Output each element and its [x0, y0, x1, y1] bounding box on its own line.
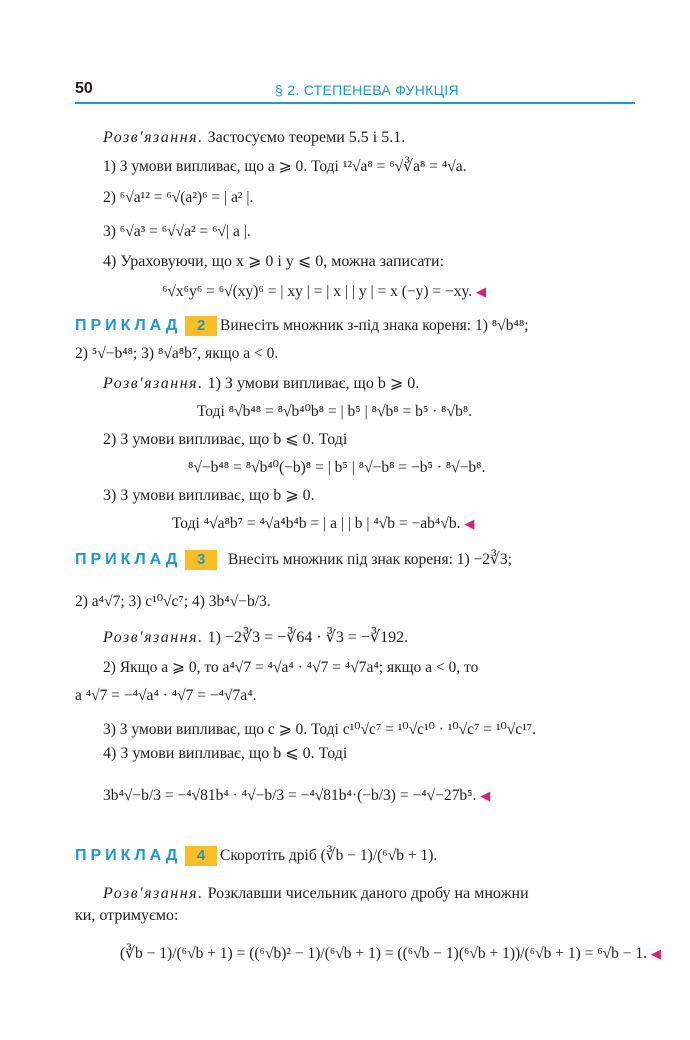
- solution-3-step-4: 4) З умови випливає, що b ⩽ 0. Тоді: [103, 745, 348, 762]
- solution-3-step-2-cont: a ⁴√7 = −⁴√a⁴ · ⁴√7 = −⁴√7a⁴.: [75, 687, 257, 704]
- page-header: [75, 80, 635, 104]
- solution-2-intro: Розв'язання. 1) З умови випливає, що b ⩾ 0.: [103, 375, 420, 392]
- header-divider: [75, 102, 635, 104]
- example-3-badge: ПРИКЛАД 3: [75, 550, 217, 570]
- solution-2-step-2: 2) З умови випливає, що b ⩽ 0. Тоді: [103, 431, 348, 448]
- solution-4-intro: Розв'язання. Розклавши чисельник даного дробу на множни: [103, 885, 529, 902]
- triangle-left-icon: ◀: [480, 788, 491, 803]
- solution-1-step-2: 2) ⁶√a¹² = ⁶√(a²)⁶ = | a² |.: [103, 189, 254, 206]
- solution-1-formula: ⁶√x⁶y⁶ = ⁶√(xy)⁶ = | xy | = | x | | y | = x (−y) = −xy. ◀: [162, 283, 486, 300]
- solution-1-step-4: 4) Ураховуючи, що x ⩾ 0 і y ⩽ 0, можна записати:: [103, 253, 445, 270]
- solution-2-formula-2: ⁸√−b⁴⁸ = ⁸√b⁴⁰(−b)⁸ = | b⁵ | ⁸√−b⁸ = −b⁵ · ⁸√−b⁸.: [188, 459, 486, 476]
- triangle-left-icon: ◀: [475, 284, 486, 299]
- solution-2-step-3: 3) З умови випливає, що b ⩾ 0.: [103, 487, 315, 504]
- page-number: 50: [75, 80, 93, 97]
- solution-4-intro-cont: ки, отримуємо:: [75, 907, 179, 924]
- solution-1-intro: Розв'язання. Застосуємо теореми 5.5 і 5.1.: [103, 129, 406, 146]
- triangle-left-icon: ◀: [464, 516, 475, 531]
- solution-3-step-1: Розв'язання. 1) −2∛3 = −∛64 · ∛3 = −∛192.: [103, 629, 409, 646]
- example-4-badge: ПРИКЛАД 4: [75, 846, 217, 866]
- solution-3-step-2: 2) Якщо a ⩾ 0, то a⁴√7 = ⁴√a⁴ · ⁴√7 = ⁴√7a⁴; якщо a < 0, то: [103, 659, 479, 676]
- triangle-left-icon: ◀: [650, 946, 661, 961]
- example-2-badge: ПРИКЛАД 2: [75, 316, 217, 336]
- solution-3-formula: 3b⁴√−b/3 = −⁴√81b⁴ · ⁴√−b/3 = −⁴√81b⁴·(−b/3) = −⁴√−27b⁵. ◀: [103, 787, 491, 804]
- solution-2-formula-3: Тоді ⁴√a⁸b⁷ = ⁴√a⁴b⁴b = | a | | b | ⁴√b = −ab⁴√b. ◀: [172, 515, 475, 532]
- solution-3-step-3: 3) З умови випливає, що c ⩾ 0. Тоді c¹⁰√c⁷ = ¹⁰√c¹⁰ · ¹⁰√c⁷ = ¹⁰√c¹⁷.: [103, 721, 537, 738]
- example-3-task-2: 2) a⁴√7; 3) c¹⁰√c⁷; 4) 3b⁴√−b/3.: [75, 593, 271, 610]
- example-2-task-2: 2) ⁵√−b⁴⁸; 3) ⁸√a⁸b⁷, якщо a < 0.: [75, 345, 279, 362]
- solution-1-step-1: 1) З умови випливає, що a ⩾ 0. Тоді ¹²√a⁸ = ⁶√∛a⁸ = ⁴√a.: [103, 158, 467, 175]
- solution-4-formula: (∛b − 1)/(⁶√b + 1) = ((⁶√b)² − 1)/(⁶√b + 1) = ((⁶√b − 1)(⁶√b + 1))/(⁶√b + 1) = ⁶√b − 1. ◀: [120, 945, 661, 962]
- section-title: § 2. СТЕПЕНЕВА ФУНКЦІЯ: [275, 82, 459, 98]
- example-2-task-1: Винесіть множник з-під знака кореня: 1) ⁸√b⁴⁸;: [220, 317, 529, 334]
- example-3-task-1: Внесіть множник під знак кореня: 1) −2∛3;: [228, 551, 512, 568]
- example-4-task: Скоротіть дріб (∛b − 1)/(⁶√b + 1).: [220, 847, 438, 864]
- solution-1-step-3: 3) ⁶√a³ = ⁶√√a² = ⁶√| a |.: [103, 223, 251, 240]
- solution-2-formula-1: Тоді ⁸√b⁴⁸ = ⁸√b⁴⁰b⁸ = | b⁵ | ⁸√b⁸ = b⁵ · ⁸√b⁸.: [197, 403, 473, 420]
